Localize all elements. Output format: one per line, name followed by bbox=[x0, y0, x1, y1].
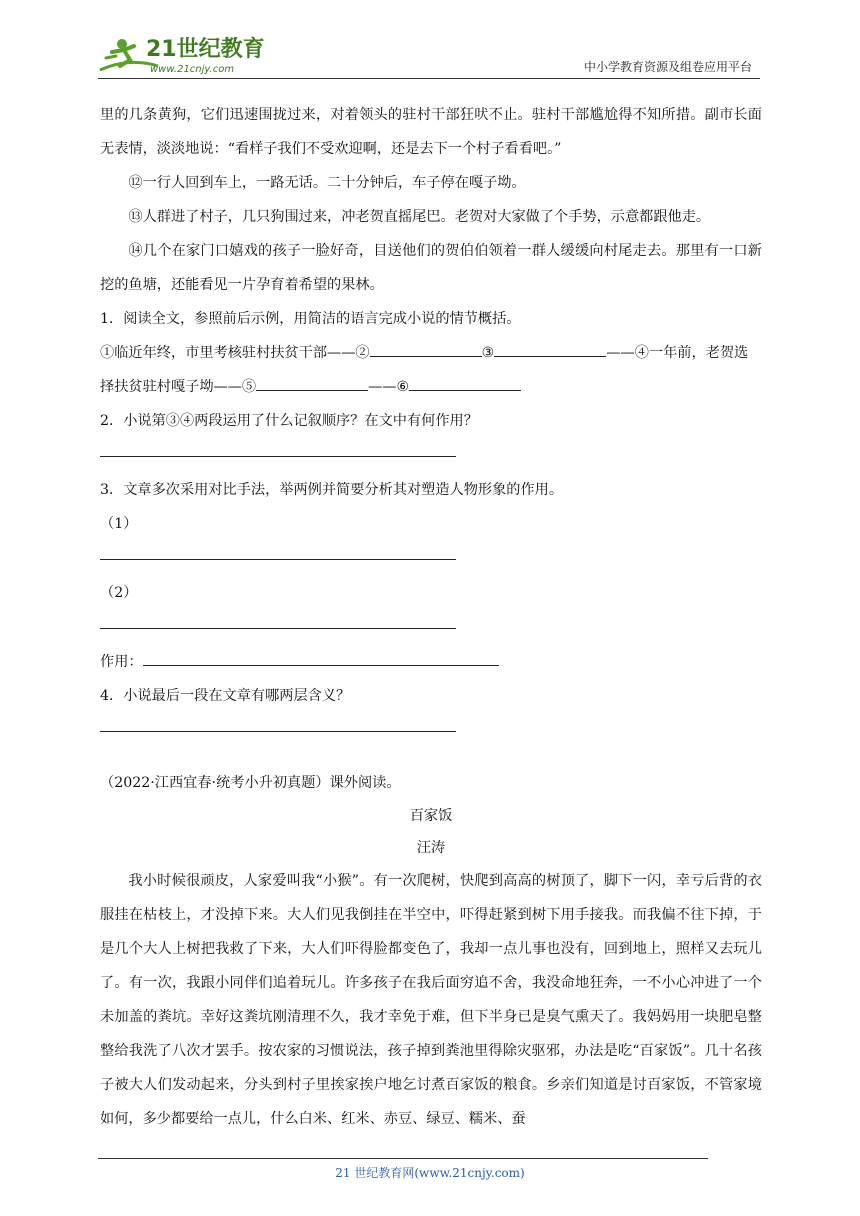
logo-21cnjy bbox=[98, 32, 268, 78]
logo-main-text: 21世纪教育 bbox=[146, 37, 265, 62]
question-3: 3．文章多次采用对比手法，举两例并简要分析其对塑造人物形象的作用。 bbox=[100, 482, 564, 498]
platform-title: 中小学教育资源及组卷应用平台 bbox=[583, 60, 752, 74]
answer-line-q3-1[interactable] bbox=[100, 541, 456, 560]
question-3-part-1: （1） bbox=[100, 516, 138, 532]
answer-line-q4[interactable] bbox=[100, 713, 456, 732]
q1-text-b: ③ bbox=[481, 345, 495, 361]
q1-text-a: ①临近年终，市里考核驻村扶贫干部——② bbox=[100, 345, 370, 361]
answer-blank-6[interactable] bbox=[409, 376, 521, 391]
question-2: 2．小说第③④两段运用了什么记叙顺序？在文中有何作用？ bbox=[100, 413, 478, 429]
answer-blank-2[interactable] bbox=[370, 342, 482, 357]
passage-author: 汪涛 bbox=[416, 840, 446, 856]
document-body bbox=[100, 98, 762, 1136]
footer-link[interactable]: 21 世纪教育网(www.21cnjy.com) bbox=[335, 1166, 525, 1180]
footer-divider bbox=[98, 1158, 708, 1159]
header-divider bbox=[98, 78, 760, 79]
logo-url-text: www.21cnjy.com bbox=[150, 64, 235, 75]
passage-title: 百家饭 bbox=[409, 808, 453, 824]
q1-text-c: ——④一年前，老贺选择扶贫驻村嘎子坳——⑤ bbox=[100, 345, 749, 395]
answer-line-q2[interactable] bbox=[100, 438, 456, 457]
paragraph-continued: 里的几条黄狗，它们迅速围拢过来，对着领头的驻村干部狂吠不止。驻村干部尴尬得不知所措。副市长面无表情，淡淡地说：“看样子我们不受欢迎啊，还是去下一个村子看看吧。” bbox=[100, 107, 762, 157]
question-1: 1．阅读全文，参照前后示例，用简洁的语言完成小说的情节概括。 bbox=[100, 311, 521, 327]
question-4: 4．小说最后一段在文章有哪两层含义？ bbox=[100, 688, 351, 704]
paragraph-13: ⑬人群进了村子，几只狗围过来，冲老贺直摇尾巴。老贺对大家做了个手势，示意都跟他走。 bbox=[128, 209, 711, 225]
question-1-plot-summary bbox=[100, 336, 762, 404]
question-3-part-2: （2） bbox=[100, 585, 138, 601]
passage-paragraph-1: 我小时候很顽皮，人家爱叫我“小猴”。有一次爬树，快爬到高高的树顶了，脚下一闪，幸亏后背的衣服挂在枯枝上，才没掉下来。大人们见我倒挂在半空中，吓得赶紧到树下用手接我。而我偏不往下掉，于是几个大人上树把我救了下来，大人们吓得脸都变色了，我却一点儿事也没有，回到地上，照样又去玩儿了。有一次，我跟小同伴们追着玩儿。许多孩子在我后面穷追不舍，我没命地狂奔，一不小心冲进了一个未加盖的粪坑。幸好这粪坑刚清理不久，我才幸免于难，但下半身已是臭气熏天了。我妈妈用一块肥皂整整给我洗了八次才罢手。按农家的习惯说法，孩子掉到粪池里得除灾驱邪，办法是吃“百家饭”。几十名孩子被大人们发动起来，分头到村子里挨家挨户地乞讨煮百家饭的粮食。乡亲们知道是讨百家饭，不管家境如何，多少都要给一点儿，什么白米、红米、赤豆、绿豆、糯米、蚕 bbox=[100, 873, 762, 1127]
q1-text-d: ——⑥ bbox=[368, 379, 410, 395]
question-3-effect bbox=[100, 645, 762, 679]
passage-source: （2022·江西宜春·统考小升初真题）课外阅读。 bbox=[100, 775, 401, 791]
paragraph-12: ⑫一行人回到车上，一路无话。二十分钟后，车子停在嘎子坳。 bbox=[128, 175, 526, 191]
answer-line-q3-2[interactable] bbox=[100, 610, 456, 629]
answer-blank-effect[interactable] bbox=[143, 651, 499, 666]
answer-blank-3[interactable] bbox=[494, 342, 606, 357]
paragraph-14: ⑭几个在家门口嬉戏的孩子一脸好奇，目送他们的贺伯伯领着一群人缓缓向村尾走去。那里有一口新挖的鱼塘，还能看见一片孕育着希望的果林。 bbox=[100, 243, 762, 293]
answer-blank-5[interactable] bbox=[256, 376, 368, 391]
q3-effect-label: 作用： bbox=[100, 654, 143, 670]
page-header bbox=[98, 28, 760, 80]
